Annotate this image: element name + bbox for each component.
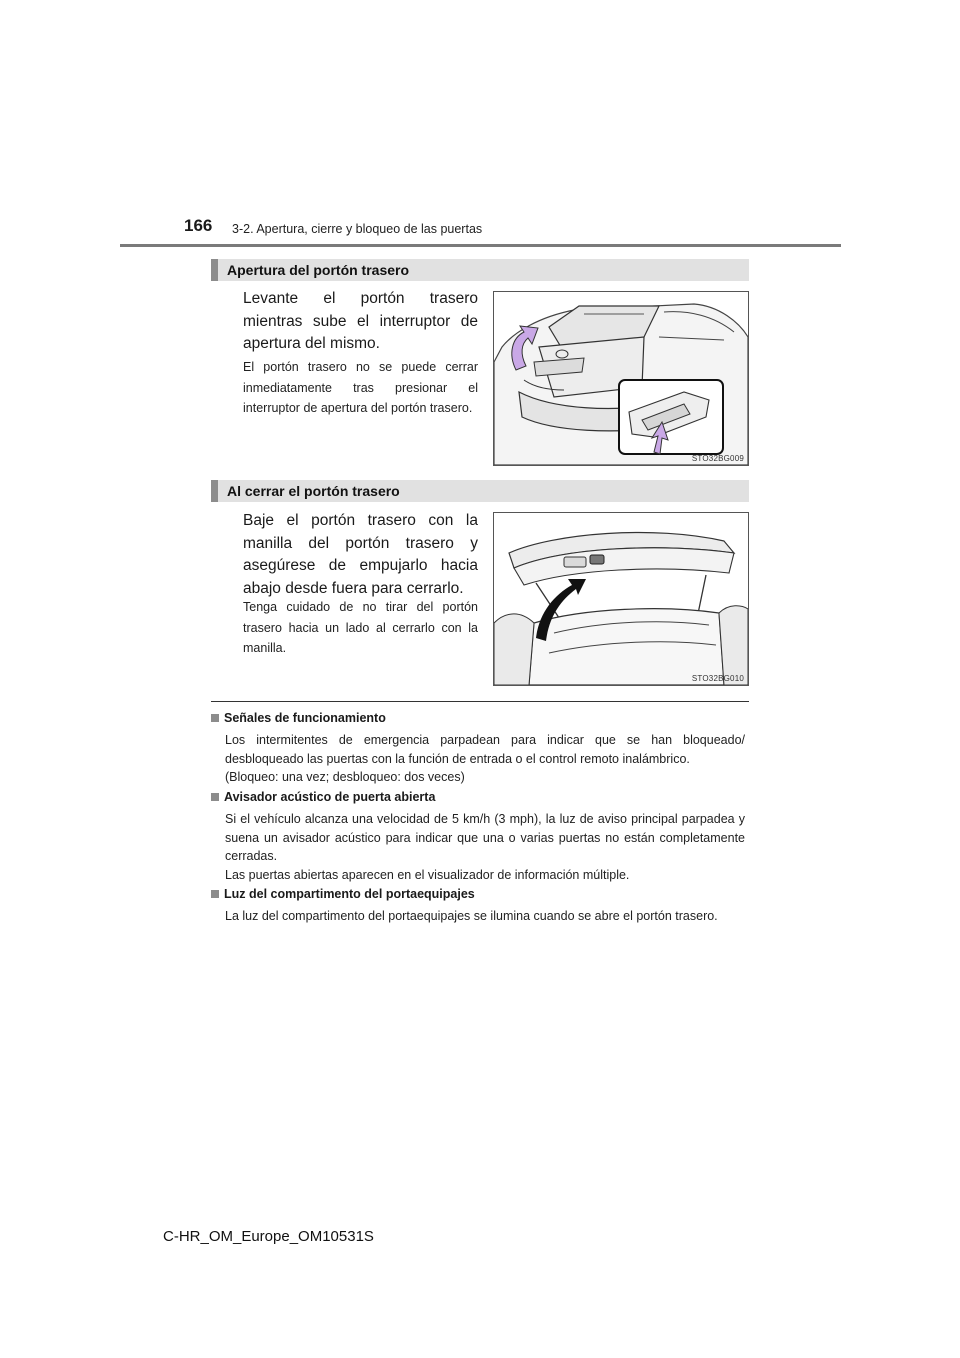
section-title-apertura: Apertura del portón trasero [227,262,410,278]
info-title-avisador [211,790,435,804]
bullet-square-icon [211,793,219,801]
info-text-avisador [225,810,745,884]
info-title-luz [211,887,475,901]
info-line: (Bloqueo: una vez; desbloqueo: dos veces) [225,770,465,784]
section-bar-apertura [211,259,749,281]
section-title-cerrar: Al cerrar el portón trasero [227,483,400,499]
figure-code-2: STO32BG010 [691,674,744,683]
figure-code-1: STO32BG009 [691,454,744,463]
page-number: 166 [184,216,213,235]
header-divider [120,244,841,247]
figure-open-tailgate [493,291,749,466]
section-header: 3-2. Apertura, cierre y bloqueo de las puertas [232,222,483,236]
info-line: Si el vehículo alcanza una velocidad de 5 km/h (3 mph), la luz de aviso principal parpadea y suena un avisador acústico para indicar que una o varias puertas no están completamente cerradas. [225,812,745,863]
info-title-text: Avisador acústico de puerta abierta [224,790,436,804]
info-line: Las puertas abiertas aparecen en el visualizador de información múltiple. [225,867,630,882]
tailgate-close-illustration [494,513,748,685]
info-line: Los intermitentes de emergencia parpadean para indicar que se han bloqueado/ desbloqueado las puertas con la función de entrada o el control remoto inalámbrico. [225,733,745,766]
section-divider [211,701,749,702]
info-text-senales [225,731,745,787]
bullet-square-icon [211,714,219,722]
info-title-text: Luz del compartimento del portaequipajes [224,887,475,901]
bullet-square-icon [211,890,219,898]
figure-close-tailgate [493,512,749,686]
info-text-luz [225,907,745,926]
step-text-cerrar: Baje el portón trasero con la manilla del portón trasero y asegúrese de empujarlo hacia abajo desde fuera para cerrarlo. [243,512,478,597]
info-title-senales [211,711,386,725]
section-bar-cerrar [211,480,749,502]
info-line: La luz del compartimento del portaequipajes se ilumina cuando se abre el portón trasero. [225,909,718,923]
note-text-apertura: El portón trasero no se puede cerrar inmediatamente tras presionar el interruptor de apertura del portón trasero. [243,360,478,415]
note-text-cerrar: Tenga cuidado de no tirar del portón trasero hacia un lado al cerrarlo con la manilla. [243,600,478,655]
info-title-text: Señales de funcionamiento [224,711,386,725]
footer-document-code: C-HR_OM_Europe_OM10531S [163,1228,374,1245]
tailgate-open-illustration [494,292,748,465]
step-text-apertura: Levante el portón trasero mientras sube el interruptor de apertura del mismo. [243,290,478,352]
